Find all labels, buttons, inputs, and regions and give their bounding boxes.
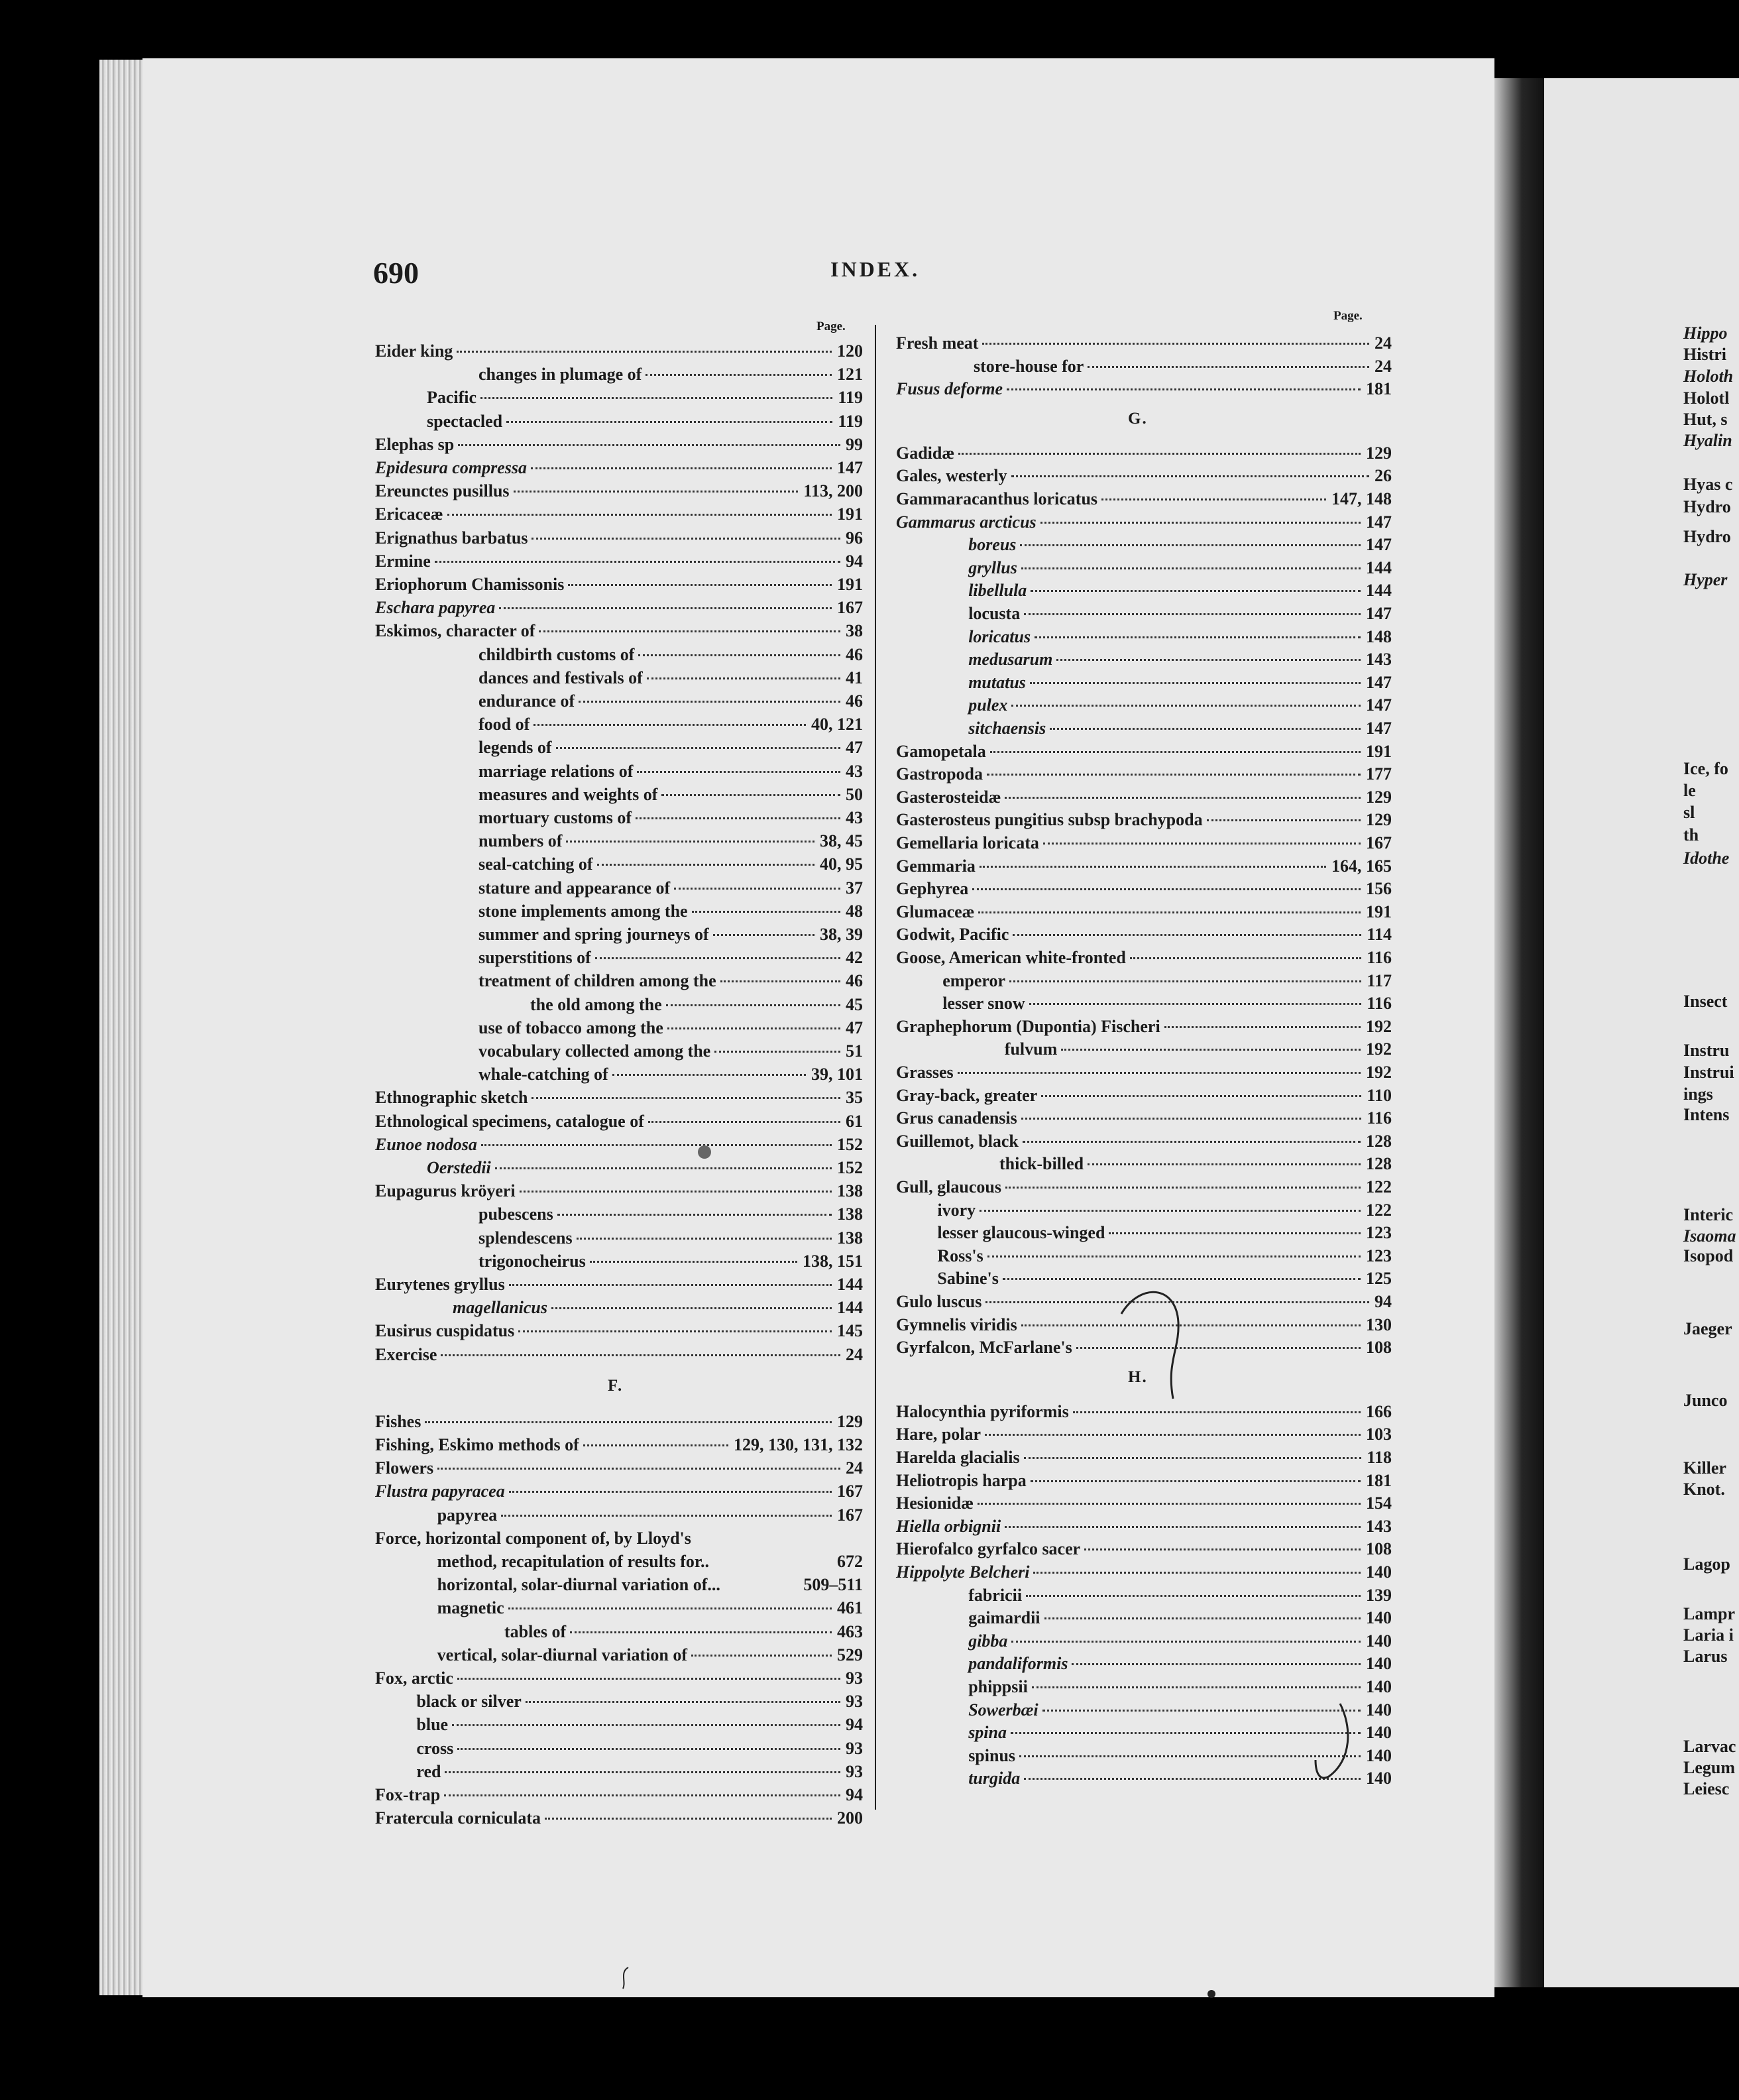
page-reference: 128: [1366, 1131, 1392, 1151]
facing-page-entry: Histri: [1683, 345, 1726, 364]
page-reference: 191: [837, 575, 863, 594]
index-term: dances and festivals of: [478, 668, 643, 687]
page-reference: 108: [1366, 1338, 1392, 1358]
page-reference: 123: [1365, 1246, 1392, 1265]
page-reference: 191: [837, 504, 863, 524]
page-reference: 125: [1365, 1269, 1392, 1289]
index-term: Heliotropis harpa: [896, 1470, 1027, 1490]
index-term: Ermine: [375, 551, 431, 571]
index-term: Grus canadensis: [896, 1108, 1017, 1128]
page-reference: 93: [845, 1692, 863, 1712]
page-reference: 191: [1366, 902, 1392, 921]
index-term: sitchaensis: [968, 719, 1046, 738]
index-term: vocabulary collected among the: [478, 1041, 711, 1061]
index-term: spinus: [968, 1745, 1016, 1765]
index-term: thick-billed: [999, 1154, 1084, 1174]
index-term: tables of: [504, 1621, 567, 1641]
page-reference: 46: [846, 691, 863, 711]
index-term: spina: [968, 1723, 1007, 1743]
index-term: Gastropoda: [896, 764, 983, 784]
index-term: Hesionidæ: [896, 1493, 974, 1513]
page-reference: 143: [1366, 1516, 1392, 1536]
page-reference: 24: [1374, 356, 1392, 376]
index-term: spectacled: [427, 411, 503, 431]
index-term: Flowers: [375, 1458, 434, 1478]
page-reference: 122: [1365, 1200, 1392, 1220]
page-reference: 144: [1365, 581, 1392, 601]
page-reference: 140: [1365, 1654, 1392, 1674]
facing-page-entry: Hippo: [1683, 323, 1728, 343]
page-reference: 129: [1366, 810, 1392, 830]
index-term: Ericaceæ: [375, 504, 443, 524]
facing-page-entry: th: [1683, 825, 1699, 845]
index-term: Guillemot, black: [896, 1131, 1019, 1151]
page-reference: 200: [837, 1808, 863, 1828]
page-reference: 50: [846, 784, 863, 804]
page-reference: 140: [1366, 1562, 1392, 1582]
page-reference: 130: [1366, 1314, 1392, 1334]
facing-page-entry: Jaeger: [1683, 1319, 1732, 1338]
index-term: Hare, polar: [896, 1425, 982, 1444]
page-reference: 191: [1366, 741, 1392, 761]
facing-page-entry: Lampr: [1683, 1604, 1735, 1623]
index-term: horizontal, solar-diurnal variation of...: [437, 1575, 720, 1595]
facing-page-entry: Larvac: [1683, 1737, 1736, 1756]
index-term: Gammarus arcticus: [896, 512, 1037, 532]
page-reference: 47: [846, 738, 863, 758]
index-term: lesser snow: [942, 994, 1025, 1014]
facing-page-entry: Laria i: [1683, 1625, 1734, 1645]
index-term: locusta: [968, 604, 1021, 623]
index-term: superstitions of: [478, 948, 591, 968]
page-reference: 123: [1365, 1223, 1392, 1243]
page-reference: 144: [1365, 557, 1392, 577]
page-reference: 38, 39: [820, 925, 863, 944]
index-term: childbirth customs of: [478, 644, 635, 664]
index-term: Gemmaria: [896, 856, 976, 876]
index-term: mortuary customs of: [478, 808, 632, 827]
index-term: mutatus: [968, 672, 1026, 692]
index-term: Ethnographic sketch: [375, 1088, 528, 1108]
page-reference: 140: [1365, 1723, 1392, 1743]
index-term: measures and weights of: [478, 784, 658, 804]
page-reference: 43: [846, 808, 863, 827]
page-reference: 177: [1366, 764, 1392, 784]
index-term: Hippolyte Belcheri: [896, 1562, 1030, 1582]
index-term: Harelda glacialis: [896, 1448, 1020, 1467]
index-term: Sowerbæi: [968, 1700, 1038, 1720]
facing-page-entry: Junco: [1683, 1391, 1728, 1410]
facing-page-entry: Instru: [1683, 1041, 1730, 1060]
index-term: Gymnelis viridis: [896, 1314, 1017, 1334]
page-reference: 42: [846, 948, 863, 968]
index-term: Grasses: [896, 1063, 954, 1082]
index-term: Gadidæ: [896, 443, 955, 463]
left-page-column-heading: Page.: [816, 320, 846, 333]
page-reference: 139: [1365, 1585, 1392, 1605]
index-term: papyrea: [437, 1505, 498, 1525]
page-reference: 35: [846, 1088, 863, 1108]
page-reference: 129: [1366, 443, 1392, 463]
page-reference: 94: [845, 1715, 863, 1735]
page-reference: 147: [1365, 719, 1392, 738]
page-reference: 509–511: [803, 1575, 863, 1595]
index-term: Fratercula corniculata: [375, 1808, 541, 1828]
page-reference: 96: [846, 528, 863, 548]
right-page-column-heading: Page.: [1333, 309, 1363, 323]
facing-page-entry: Lagop: [1683, 1554, 1730, 1574]
index-term: Pacific: [427, 388, 477, 408]
page-reference: 147: [1366, 512, 1392, 532]
index-term: vertical, solar-diurnal variation of: [437, 1645, 688, 1664]
page-reference: 108: [1366, 1539, 1392, 1559]
index-term: blue: [416, 1715, 449, 1735]
page-reference: 113, 200: [803, 481, 863, 501]
index-term: Gemellaria loricata: [896, 833, 1039, 852]
index-term: the old among the: [530, 994, 662, 1014]
page-reference: 138: [837, 1181, 863, 1201]
page-reference: 99: [846, 434, 863, 454]
index-term: Eider king: [375, 341, 453, 361]
section-letter: F.: [608, 1376, 624, 1395]
page-reference: 672: [836, 1552, 863, 1571]
page-reference: 147, 148: [1331, 489, 1392, 508]
index-term: Gammaracanthus loricatus: [896, 489, 1098, 508]
page-reference: 138: [837, 1204, 863, 1224]
index-term: Fishes: [375, 1411, 421, 1431]
index-term: Gyrfalcon, McFarlane's: [896, 1338, 1072, 1358]
page-reference: 120: [837, 341, 863, 361]
index-term: fabricii: [968, 1585, 1023, 1605]
page-reference: 121: [837, 365, 863, 384]
index-term: loricatus: [968, 626, 1031, 646]
index-term: medusarum: [968, 650, 1053, 670]
facing-page-entry: Hyper: [1683, 570, 1728, 589]
page-reference: 43: [846, 761, 863, 781]
page-reference: 167: [1366, 833, 1392, 852]
index-term: Oerstedii: [427, 1158, 491, 1177]
index-term: gryllus: [968, 557, 1017, 577]
index-term: Gulo luscus: [896, 1292, 982, 1311]
index-term: red: [416, 1761, 441, 1781]
page-reference: 140: [1365, 1608, 1392, 1628]
index-term: numbers of: [478, 831, 563, 851]
page-reference: 40, 95: [820, 854, 863, 874]
facing-page-entry: ings: [1683, 1084, 1713, 1104]
page-reference: 181: [1366, 379, 1392, 399]
index-term: Eunoe nodosa: [375, 1134, 477, 1154]
index-term: ivory: [937, 1200, 976, 1220]
facing-page-entry: Hydro: [1683, 527, 1731, 546]
page-reference: 140: [1365, 1700, 1392, 1720]
index-term: Eupagurus kröyeri: [375, 1181, 516, 1201]
page-reference: 192: [1365, 1039, 1392, 1059]
page-reference: 166: [1366, 1401, 1392, 1421]
facing-page-entry: Hyalin: [1683, 431, 1732, 450]
page-reference: 463: [837, 1621, 863, 1641]
page-reference: 129: [837, 1411, 863, 1431]
page-reference: 116: [1367, 1108, 1392, 1128]
page-reference: 46: [846, 971, 863, 991]
page-reference: 41: [846, 668, 863, 687]
index-term: marriage relations of: [478, 761, 634, 781]
index-term: Ross's: [937, 1246, 983, 1265]
page-reference: 93: [845, 1738, 863, 1758]
index-term: magellanicus: [453, 1298, 548, 1318]
page-reference: 147: [1365, 695, 1392, 715]
page-reference: 154: [1366, 1493, 1392, 1513]
index-term: Epidesura compressa: [375, 458, 527, 477]
page-reference: 119: [838, 411, 863, 431]
page-reference: 45: [846, 994, 863, 1014]
page-reference: 24: [846, 1458, 863, 1478]
facing-page-entry: Holotl: [1683, 388, 1730, 408]
page-title: INDEX.: [830, 257, 921, 281]
index-term: Eusirus cuspidatus: [375, 1321, 515, 1341]
index-term: Glumaceæ: [896, 902, 975, 921]
page-reference: 192: [1366, 1016, 1392, 1036]
index-term: libellula: [968, 581, 1027, 601]
index-term: turgida: [968, 1769, 1021, 1788]
page-reference: 39, 101: [811, 1065, 863, 1084]
index-term: Hiella orbignii: [896, 1516, 1001, 1536]
page-reference: 103: [1366, 1425, 1392, 1444]
index-term: cross: [416, 1738, 454, 1758]
index-term: Flustra papyracea: [375, 1482, 505, 1501]
page-reference: 145: [837, 1321, 863, 1341]
page-reference: 117: [1367, 970, 1392, 990]
index-term: Eurytenes gryllus: [375, 1275, 505, 1294]
index-term: Graphephorum (Dupontia) Fischeri: [896, 1016, 1160, 1036]
page-reference: 46: [846, 644, 863, 664]
index-term: Hierofalco gyrfalco sacer: [896, 1539, 1081, 1559]
page-reference: 140: [1365, 1769, 1392, 1788]
page-reference: 116: [1367, 994, 1392, 1014]
page-reference: 48: [846, 901, 863, 921]
page-reference: 140: [1365, 1677, 1392, 1696]
page-reference: 143: [1365, 650, 1392, 670]
page-reference: 461: [836, 1598, 863, 1618]
index-term: use of tobacco among the: [478, 1018, 663, 1037]
page-reference: 167: [837, 598, 863, 618]
index-term: whale-catching of: [478, 1065, 608, 1084]
facing-page-entry: Intens: [1683, 1105, 1730, 1124]
index-term: Gull, glaucous: [896, 1177, 1001, 1196]
page-reference: 61: [846, 1111, 863, 1131]
index-term: Fusus deforme: [896, 379, 1003, 399]
index-term: emperor: [942, 970, 1005, 990]
index-term: seal-catching of: [478, 854, 593, 874]
page-reference: 129, 130, 131, 132: [734, 1435, 863, 1454]
facing-page-entry: Knot.: [1683, 1480, 1725, 1499]
page-reference: 116: [1367, 948, 1392, 967]
page-reference: 47: [846, 1018, 863, 1037]
facing-page-entry: Instrui: [1683, 1063, 1734, 1082]
page-reference: 164, 165: [1331, 856, 1392, 876]
page-reference: 144: [837, 1298, 863, 1318]
index-term: Fresh meat: [896, 333, 979, 353]
index-term: Goose, American white-fronted: [896, 948, 1126, 967]
page-reference: 37: [846, 878, 863, 898]
index-term: gaimardii: [968, 1608, 1040, 1628]
page-reference: 94: [846, 1785, 863, 1804]
index-term: changes in plumage of: [478, 365, 642, 384]
page-reference: 40, 121: [811, 715, 863, 734]
index-term: Eskimos, character of: [375, 621, 535, 641]
index-term: Eschara papyrea: [375, 598, 496, 618]
page-reference: 118: [1367, 1448, 1392, 1467]
index-term: lesser glaucous-winged: [937, 1223, 1105, 1243]
facing-page-entry: Ice, fo: [1683, 759, 1728, 778]
facing-page-entry: Hut, s: [1683, 410, 1728, 429]
index-term: black or silver: [416, 1692, 522, 1712]
facing-page-entry: Killer: [1683, 1458, 1726, 1478]
index-term: gibba: [968, 1631, 1008, 1651]
index-term: Fox, arctic: [375, 1668, 453, 1688]
facing-page-entry: Insect: [1683, 992, 1728, 1011]
index-term: fulvum: [1004, 1039, 1058, 1059]
page-reference: 38, 45: [820, 831, 863, 851]
index-term: legends of: [478, 738, 552, 758]
page-reference: 119: [838, 388, 863, 408]
facing-page-entry: Isopod: [1683, 1246, 1734, 1265]
index-term: store-house for: [974, 356, 1084, 376]
index-term: Force, horizontal component of, by Lloyd's: [375, 1528, 691, 1548]
page-reference: 144: [837, 1275, 863, 1294]
page-reference: 128: [1366, 1154, 1392, 1174]
facing-page-entry: Interic: [1683, 1205, 1734, 1224]
page-reference: 140: [1365, 1631, 1392, 1651]
page-reference: 38: [846, 621, 863, 641]
index-term: pandaliformis: [968, 1654, 1068, 1674]
page-reference: 93: [846, 1668, 863, 1688]
section-letter: H.: [1128, 1368, 1148, 1386]
page-reference: 152: [837, 1134, 863, 1154]
index-term: Gephyrea: [896, 879, 969, 899]
page-number: 690: [373, 256, 419, 290]
index-term: stone implements among the: [478, 901, 688, 921]
facing-page-entry: Hyas c: [1683, 475, 1733, 494]
index-term: food of: [478, 715, 530, 734]
page-reference: 129: [1366, 787, 1392, 807]
page-reference: 94: [846, 551, 863, 571]
page-reference: 110: [1367, 1085, 1392, 1105]
page-reference: 24: [846, 1344, 863, 1364]
index-term: trigonocheirus: [478, 1251, 586, 1271]
page-reference: 138, 151: [803, 1251, 863, 1271]
index-term: splendescens: [478, 1228, 573, 1248]
page-reference: 26: [1374, 466, 1392, 486]
index-term: Fox-trap: [375, 1785, 441, 1804]
page-reference: 140: [1365, 1745, 1392, 1765]
facing-page-entry: Idothe: [1683, 848, 1730, 868]
index-term: Fishing, Eskimo methods of: [375, 1435, 579, 1454]
index-term: endurance of: [478, 691, 575, 711]
page-reference: 147: [1365, 604, 1392, 623]
page-reference: 167: [837, 1482, 863, 1501]
index-term: Gray-back, greater: [896, 1085, 1038, 1105]
page-reference: 192: [1366, 1063, 1392, 1082]
index-term: pulex: [968, 695, 1008, 715]
index-term: Erignathus barbatus: [375, 528, 528, 548]
index-term: Elephas sp: [375, 434, 455, 454]
index-term: Halocynthia pyriformis: [896, 1401, 1069, 1421]
facing-page-entry: Hydro: [1683, 497, 1731, 516]
index-term: Sabine's: [937, 1269, 999, 1289]
facing-page-entry: le: [1683, 781, 1696, 800]
page-reference: 147: [1365, 672, 1392, 692]
page-reference: 167: [836, 1505, 863, 1525]
page-reference: 114: [1367, 925, 1392, 945]
index-term: treatment of children among the: [478, 971, 716, 991]
index-term: boreus: [968, 535, 1017, 555]
facing-page-entry: Larus: [1683, 1647, 1728, 1666]
index-term: phippsii: [968, 1677, 1028, 1696]
facing-page-entry: sl: [1683, 803, 1695, 822]
index-term: Gales, westerly: [896, 466, 1007, 486]
index-term: method, recapitulation of results for..: [437, 1552, 710, 1571]
page-reference: 181: [1366, 1470, 1392, 1490]
index-term: stature and appearance of: [478, 878, 671, 898]
facing-page-entry: Isaoma: [1683, 1226, 1736, 1246]
index-term: Eriophorum Chamissonis: [375, 575, 565, 594]
page-reference: 93: [845, 1761, 863, 1781]
page-reference: 148: [1365, 626, 1392, 646]
page-reference: 156: [1366, 879, 1392, 899]
index-term: magnetic: [437, 1598, 504, 1618]
index-term: Gamopetala: [896, 741, 986, 761]
index-term: Gasterosteidæ: [896, 787, 1001, 807]
index-term: Exercise: [375, 1344, 437, 1364]
facing-page-entry: Leiesc: [1683, 1779, 1730, 1798]
index-term: summer and spring journeys of: [478, 925, 709, 944]
page-reference: 51: [846, 1041, 863, 1061]
index-term: Ereunctes pusillus: [375, 481, 510, 501]
page-reference: 122: [1366, 1177, 1392, 1196]
page-reference: 24: [1374, 333, 1392, 353]
page-reference: 529: [836, 1645, 863, 1664]
facing-page-entry: Holoth: [1683, 367, 1734, 386]
page-reference: 152: [837, 1158, 863, 1177]
index-term: Gasterosteus pungitius subsp brachypoda: [896, 810, 1203, 830]
page-reference: 138: [837, 1228, 863, 1248]
index-term: Godwit, Pacific: [896, 925, 1009, 945]
page-reference: 94: [1374, 1292, 1392, 1311]
facing-page-entry: Legum: [1683, 1758, 1735, 1777]
page-reference: 147: [1365, 535, 1392, 555]
section-letter: G.: [1128, 409, 1148, 428]
index-term: Ethnological specimens, catalogue of: [375, 1111, 644, 1131]
index-term: pubescens: [478, 1204, 553, 1224]
page-reference: 147: [837, 458, 863, 477]
